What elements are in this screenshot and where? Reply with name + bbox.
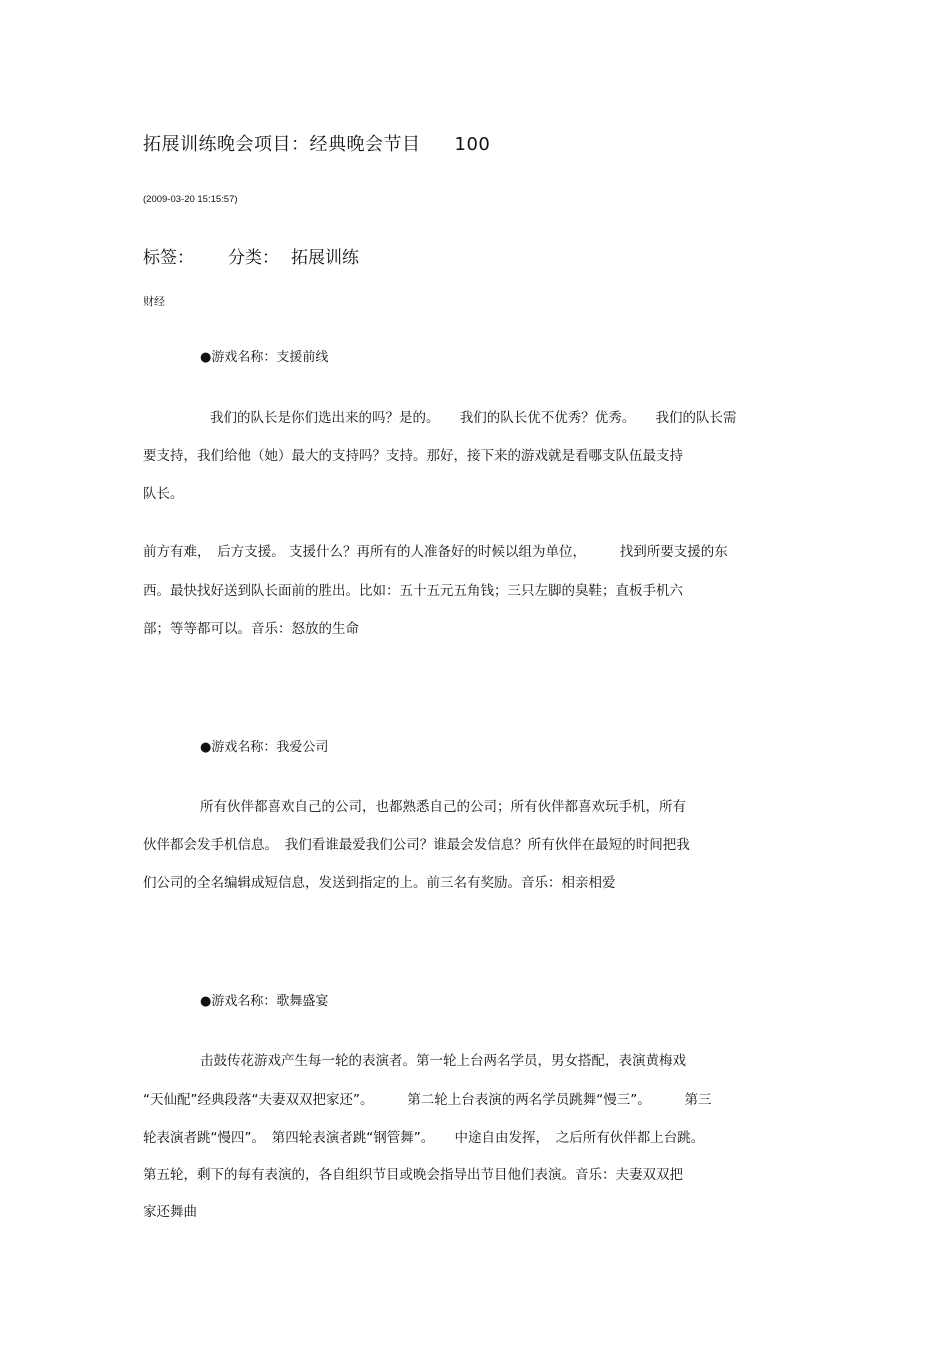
paragraph-line: 击鼓传花游戏产生每一轮的表演者。第一轮上台两名学员，男女搭配，表演黄梅戏 [200,1053,686,1069]
paragraph-line: 队长。 [143,486,184,502]
paragraph-line: 轮表演者跳“慢四”。 第四轮表演者跳“钢管舞”。 中途自由发挥， 之后所有伙伴都上台跳。 [143,1130,705,1146]
tags-label: 标签： [143,248,194,268]
page-title [143,130,490,156]
game-title: ●游戏名称：支援前线 [200,350,329,365]
paragraph-line: 第五轮，剩下的每有表演的，各自组织节目或晚会指导出节目他们表演。音乐：夫妻双双把 [143,1167,683,1183]
game-title: ●游戏名称：歌舞盛宴 [200,994,329,1009]
category-label: 分类： [228,248,279,268]
category-sub: 财经 [143,295,165,308]
paragraph-line: 我们的队长是你们选出来的吗？是的。 我们的队长优不优秀？优秀。 我们的队长需 [210,410,737,426]
paragraph-line: 前方有难， 后方支援。 支援什么？再所有的人准备好的时候以组为单位， 找到所要支援的东 [143,544,728,560]
title-number: 100 [454,134,491,155]
game-title: ●游戏名称：我爱公司 [200,740,329,755]
post-date: (2009-03-20 15:15:57) [143,194,238,205]
tags-row [143,243,359,268]
title-text: 拓展训练晚会项目：经典晚会节目 [143,134,421,155]
paragraph-line: 家还舞曲 [143,1204,197,1220]
paragraph-line: 所有伙伴都喜欢自己的公司，也都熟悉自己的公司；所有伙伴都喜欢玩手机，所有 [200,799,686,815]
paragraph-line: 部；等等都可以。音乐：怒放的生命 [143,621,359,637]
paragraph-line: 伙伴都会发手机信息。 我们看谁最爱我们公司？谁最会发信息？所有伙伴在最短的时间把我 [143,837,690,853]
paragraph-line: “天仙配”经典段落“夫妻双双把家还”。 第二轮上台表演的两名学员跳舞“慢三”。 第三 [143,1092,712,1108]
paragraph-line: 要支持，我们给他（她）最大的支持吗？支持。那好，接下来的游戏就是看哪支队伍最支持 [143,448,683,464]
category-link[interactable]: 拓展训练 [291,248,359,268]
paragraph-line: 西。最快找好送到队长面前的胜出。比如：五十五元五角钱；三只左脚的臭鞋；直板手机六 [143,583,683,599]
paragraph-line: 们公司的全名编辑成短信息，发送到指定的上。前三名有奖励。音乐：相亲相爱 [143,875,616,891]
